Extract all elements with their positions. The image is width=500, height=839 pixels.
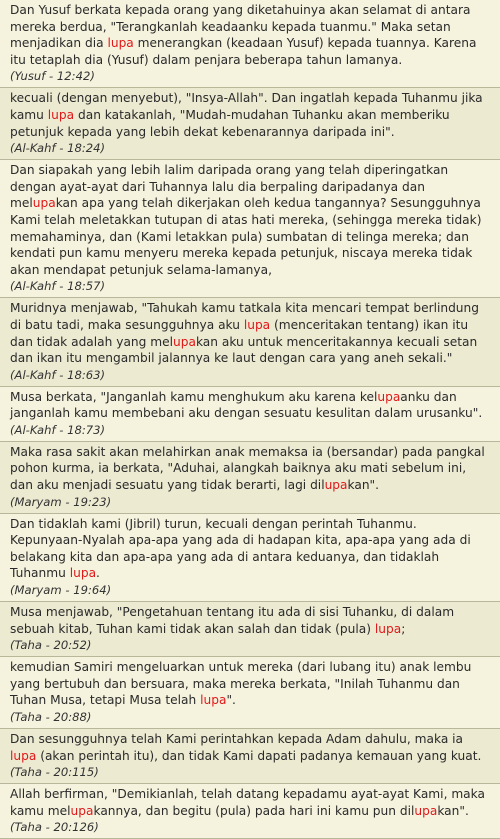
highlighted-match: upa (70, 803, 94, 818)
verse-text-segment: kemudian Samiri mengeluarkan untuk mereka (dari lubang itu) anak lembu yang bertubuh dan bersuara, maka mereka berkata, "Inilah Tuhanmu dan Tuhan Musa, tetapi Musa telah (10, 660, 472, 708)
highlighted-match: upa (414, 803, 438, 818)
verse-text-segment: kan apa yang telah dikerjakan oleh kedua tangannya? Sesungguhnya Kami telah meletakkan tutupan di atas hati mereka, (sehingga mereka tidak) memahaminya, dan (Kami letakkan pula) sumbatan di telinga mereka; dan kendati pun kamu menyeru mereka kepada petunjuk, niscaya mereka tidak akan mendapat petunjuk selama-lamanya, (10, 196, 482, 277)
verse-text-segment: dan katakanlah, "Mudah-mudahan Tuhanku akan memberiku petunjuk kepada yang lebih dekat kebenarannya daripada ini". (10, 107, 450, 139)
verse-text-segment: Muridnya menjawab, "Tahukah kamu tatkala kita mencari tempat berlindung di batu tadi, maka sesungguhnya aku (10, 301, 479, 332)
verse-text-segment: ". (226, 693, 236, 708)
highlighted-match: lupa (374, 621, 402, 636)
verse-result-item[interactable] (0, 657, 500, 729)
verse-text (10, 90, 492, 140)
verse-result-item[interactable] (0, 160, 500, 298)
verse-text (10, 786, 492, 819)
verse-reference: (Al-Kahf - 18:24) (10, 141, 106, 156)
verse-result-item[interactable] (0, 784, 500, 839)
highlighted-match: upa (377, 389, 401, 404)
verse-result-item[interactable] (0, 602, 500, 657)
verse-reference: (Yusuf - 12:42) (10, 69, 95, 84)
verse-result-item[interactable] (0, 442, 500, 514)
highlighted-match: upa (324, 478, 348, 493)
highlighted-match: upa (173, 334, 196, 349)
highlighted-match: lupa (69, 566, 97, 581)
verse-text-segment: (akan perintah itu), dan tidak Kami dapati padanya kemauan yang kuat. (36, 748, 482, 763)
verse-text (10, 516, 492, 582)
verse-text-segment: kan". (437, 803, 469, 818)
verse-text (10, 2, 492, 68)
verse-text (10, 604, 492, 637)
verse-reference: (Maryam - 19:23) (10, 494, 112, 509)
verse-text-segment: ; (401, 621, 406, 636)
highlighted-match: upa (32, 196, 56, 211)
verse-text-segment: Allah berfirman, "Demikianlah, telah datang kepadamu ayat-ayat Kami, maka kamu mel (10, 787, 485, 818)
verse-reference: (Taha - 20:52) (10, 638, 92, 653)
verse-reference: (Al-Kahf - 18:73) (10, 422, 106, 437)
verse-text (10, 731, 492, 764)
highlighted-match: lupa (107, 36, 134, 51)
verse-text-segment: Dan sesungguhnya telah Kami perintahkan kepada Adam dahulu, maka ia (10, 732, 464, 746)
verse-text-segment: Dan siapakah yang lebih lalim daripada orang yang telah diperingatkan dengan ayat-ayat dari Tuhannya lalu dia berpaling daripadanya dan mel (10, 163, 449, 211)
highlighted-match: lupa (47, 107, 75, 122)
verse-reference: (Al-Kahf - 18:63) (10, 367, 106, 382)
verse-result-item[interactable] (0, 514, 500, 602)
highlighted-match: lupa (10, 748, 37, 763)
verse-text (10, 389, 492, 422)
verse-reference: (Maryam - 19:64) (10, 583, 112, 598)
verse-reference: (Taha - 20:115) (10, 765, 99, 780)
verse-text-segment: Musa menjawab, "Pengetahuan tentang itu ada di sisi Tuhanku, di dalam sebuah kitab, Tuhan kami tidak akan salah dan tidak (pula) (10, 605, 455, 636)
verse-text-segment: (menceritakan tentang) ikan itu dan tidak adalah yang mel (10, 317, 469, 349)
highlighted-match: lupa (200, 693, 227, 708)
verse-result-item[interactable] (0, 298, 500, 386)
verse-text-segment: kan aku untuk menceritakannya kecuali setan dan ikan itu mengambil jalannya ke laut dengan cara yang aneh sekali." (10, 334, 478, 366)
verse-text (10, 659, 492, 709)
verse-result-item[interactable] (0, 729, 500, 784)
verse-reference: (Taha - 20:88) (10, 710, 92, 724)
verse-reference: (Taha - 20:126) (10, 820, 99, 835)
verse-text-segment: kecuali (dengan menyebut), "Insya-Allah". Dan ingatlah kepada Tuhanmu jika kamu (10, 91, 483, 122)
verse-text-segment: Dan tidaklah kami (Jibril) turun, kecuali dengan perintah Tuhanmu. Kepunyaan-Nyalah apa-apa yang ada di hadapan kita, apa-apa yang ada di belakang kita dan apa-apa yang ada di antara keduanya, dan tidaklah Tuhanmu (10, 516, 471, 581)
verse-result-item[interactable] (0, 0, 500, 88)
verse-text-segment: anku dan janganlah kamu membebani aku dengan sesuatu kesulitan dalam urusanku". (10, 389, 483, 421)
verse-result-item[interactable] (0, 88, 500, 160)
verse-text-segment: Musa berkata, "Janganlah kamu menghukum aku karena kel (10, 389, 378, 404)
verse-text (10, 300, 492, 366)
verse-text-segment: . (96, 566, 100, 581)
verse-text-segment: kan". (347, 478, 380, 493)
verse-result-item[interactable] (0, 387, 500, 442)
verse-text-segment: kannya, dan begitu (pula) pada hari ini kamu pun dil (93, 803, 415, 818)
verse-text-segment: menerangkan (keadaan Yusuf) kepada tuannya. Karena itu tetaplah dia (Yusuf) dalam penjara beberapa tahun lamanya. (10, 36, 477, 67)
verse-text (10, 162, 492, 278)
verse-text (10, 444, 492, 494)
verse-reference: (Al-Kahf - 18:57) (10, 279, 106, 294)
highlighted-match: lupa (243, 317, 271, 332)
verse-text-segment: Dan Yusuf berkata kepada orang yang diketahuinya akan selamat di antara mereka berdua, "Terangkanlah keadaanku kepada tuanmu." Maka setan menjadikan dia (10, 3, 471, 51)
verse-text-segment: Maka rasa sakit akan melahirkan anak memaksa ia (bersandar) pada pangkal pohon kurma, ia berkata, "Aduhai, alangkah baiknya aku mati sebelum ini, dan aku menjadi sesuatu yang tidak berarti, lagi dil (10, 444, 485, 493)
